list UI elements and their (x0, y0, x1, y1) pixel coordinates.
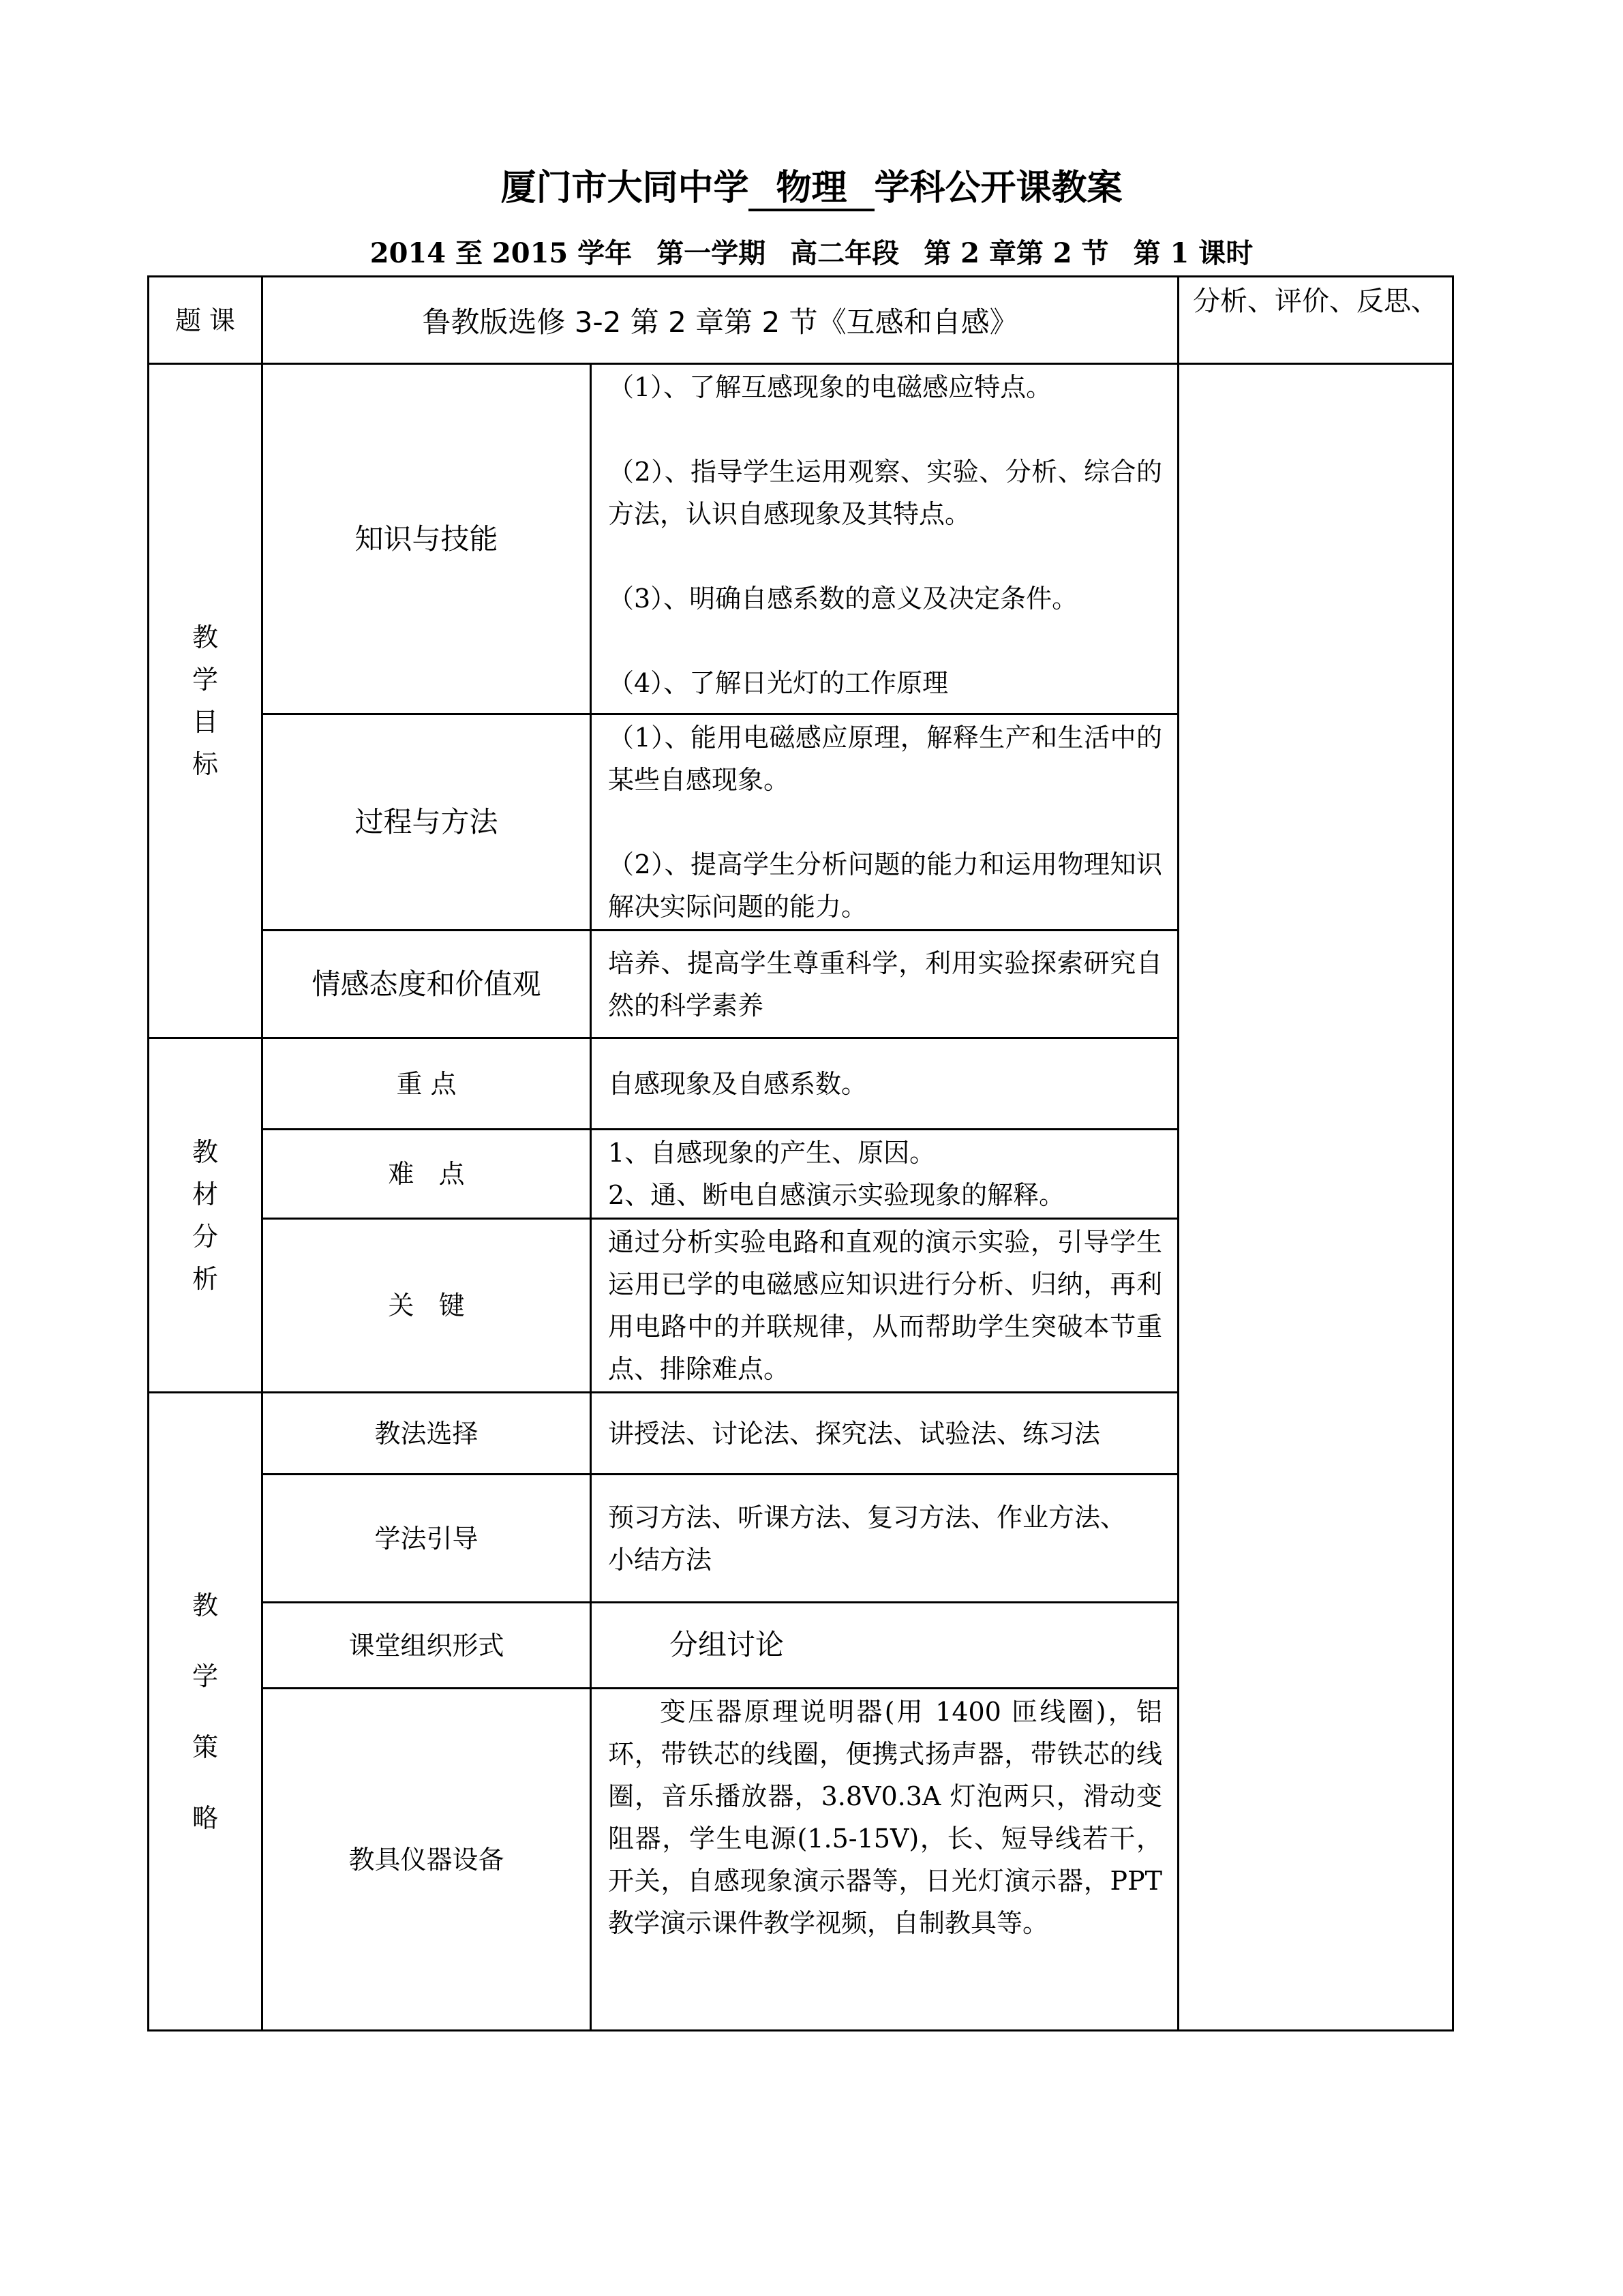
topic-row (149, 277, 1453, 364)
organization-value: 分组讨论 (669, 1628, 785, 1661)
objectives-char: 目 (192, 707, 218, 737)
strategy-label (149, 1393, 262, 2031)
teaching-method-label: 教法选择 (262, 1393, 591, 1475)
title-prefix: 厦门市大同中学 (500, 168, 749, 209)
topic-label: 题 课 (149, 277, 262, 364)
grade: 高二年段 (790, 237, 900, 269)
difficulty-content (591, 1130, 1179, 1219)
teaching-method-content: 讲授法、讨论法、探究法、试验法、练习法 (591, 1393, 1179, 1475)
objectives-char: 标 (192, 749, 218, 779)
knowledge-label: 知识与技能 (262, 364, 591, 714)
key-point-label: 重 点 (262, 1038, 591, 1130)
strategy-char: 略 (192, 1802, 218, 1833)
strategy-char: 策 (192, 1732, 218, 1762)
knowledge-item: （4）、了解日光灯的工作原理 (608, 668, 949, 698)
knowledge-item: （1）、了解互感现象的电磁感应特点。 (608, 372, 1052, 402)
title-suffix: 学科公开课教案 (874, 168, 1123, 209)
analysis-label (149, 1038, 262, 1393)
page-title (0, 166, 1623, 211)
chapter: 第 2 章第 2 节 (924, 237, 1109, 269)
knowledge-content (591, 364, 1179, 714)
lesson-topic: 鲁教版选修 3-2 第 2 章第 2 节《互感和自感》 (262, 277, 1179, 364)
objectives-label (149, 364, 262, 1038)
remark-header: 分析、评价、反思、 (1179, 277, 1453, 364)
difficulty-item: 1、自感现象的产生、原因。 (608, 1138, 936, 1168)
crux-content: 通过分析实验电路和直观的演示实验，引导学生运用已学的电磁感应知识进行分析、归纳，再利用电路中的并联规律，从而帮助学生突破本节重点、排除难点。 (591, 1219, 1179, 1393)
school-years: 2014 至 2015 学年 (369, 237, 633, 269)
knowledge-item: （2）、指导学生运用观察、实验、分析、综合的方法，认识自感现象及其特点。 (608, 457, 1162, 529)
strategy-char: 教 (192, 1590, 218, 1620)
key-point-content: 自感现象及自感系数。 (591, 1038, 1179, 1130)
knowledge-row (149, 364, 1453, 714)
learning-method-label: 学法引导 (262, 1475, 591, 1603)
attitude-content: 培养、提高学生尊重科学，利用实验探索研究自然的科学素养 (591, 931, 1179, 1038)
process-content (591, 714, 1179, 931)
term: 第一学期 (656, 237, 766, 269)
attitude-label: 情感态度和价值观 (262, 931, 591, 1038)
knowledge-item: （3）、明确自感系数的意义及决定条件。 (608, 584, 1078, 614)
equipment-content: 变压器原理说明器(用 1400 匝线圈)，铝环，带铁芯的线圈，便携式扬声器，带铁芯的线圈，音乐播放器，3.8V0.3A 灯泡两只，滑动变阻器，学生电源(1.5-15V)，长、短导线若干，开关，自感现象演示器等，日光灯演示器，PPT 教学演示课件教学视频，自制教具等。 (591, 1689, 1179, 2031)
analysis-char: 教 (192, 1136, 218, 1167)
difficulty-item: 2、通、断电自感演示实验现象的解释。 (608, 1180, 1065, 1210)
page-subtitle (0, 235, 1623, 273)
process-item: （1）、能用电磁感应原理，解释生产和生活中的某些自感现象。 (608, 723, 1162, 795)
strategy-char: 学 (192, 1661, 218, 1691)
analysis-char: 分 (192, 1221, 218, 1252)
objectives-char: 学 (192, 665, 218, 695)
subject-name: 物理 (748, 168, 874, 211)
equipment-label: 教具仪器设备 (262, 1689, 591, 2031)
objectives-char: 教 (192, 622, 218, 652)
crux-label: 关 键 (262, 1219, 591, 1393)
organization-content (591, 1603, 1179, 1689)
learning-method-content (591, 1475, 1179, 1603)
learning-method-item: 预习方法、听课方法、复习方法、作业方法、 (608, 1502, 1127, 1532)
learning-method-item: 小结方法 (608, 1544, 712, 1575)
remark-column (1179, 364, 1453, 2031)
analysis-char: 析 (192, 1263, 218, 1294)
analysis-char: 材 (192, 1179, 218, 1209)
difficulty-label: 难 点 (262, 1130, 591, 1219)
lesson-plan-table (147, 275, 1454, 2031)
process-label: 过程与方法 (262, 714, 591, 931)
organization-label: 课堂组织形式 (262, 1603, 591, 1689)
lesson-number: 第 1 课时 (1133, 237, 1254, 269)
process-item: （2）、提高学生分析问题的能力和运用物理知识解决实际问题的能力。 (608, 849, 1162, 922)
